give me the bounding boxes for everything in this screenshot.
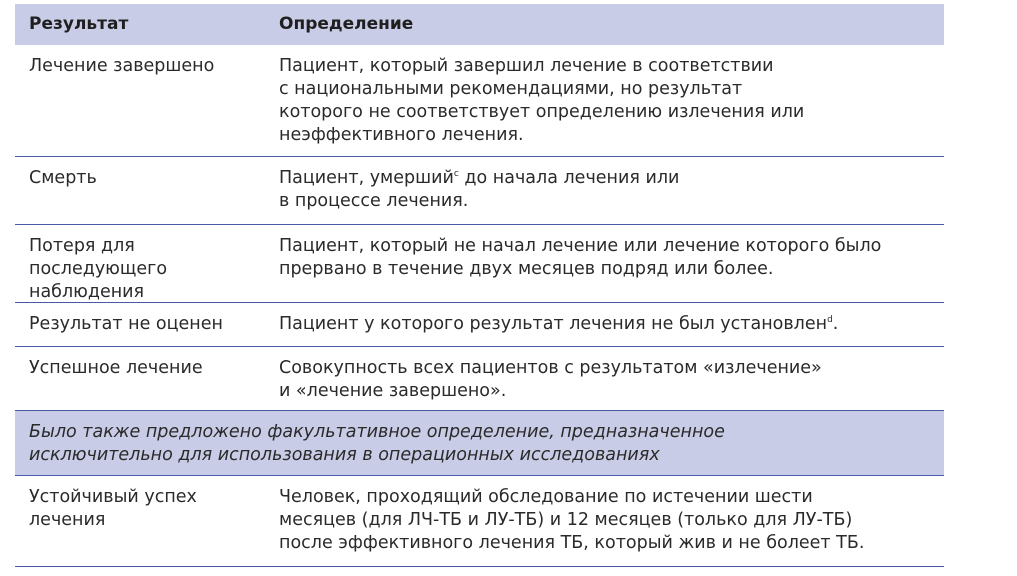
- result-cell: [15, 347, 279, 410]
- result-cell: [15, 45, 279, 156]
- result-text: лечения: [29, 510, 106, 530]
- result-cell: [15, 476, 279, 566]
- result-text: Потеря для: [29, 236, 135, 256]
- table-row: [15, 157, 944, 225]
- footnote-marker: c: [453, 169, 459, 180]
- definition-cell: [279, 45, 944, 156]
- result-cell: [15, 157, 279, 224]
- definition-cell: [279, 303, 944, 346]
- result-text: наблюдения: [29, 282, 145, 302]
- definition-fragment: до начала лечения или: [464, 168, 680, 188]
- definition-text: после эффективного лечения ТБ, который жив и не болеет ТБ.: [279, 533, 865, 553]
- definition-text: которого не соответствует определению излечения или: [279, 102, 805, 122]
- definition-cell: [279, 157, 944, 224]
- definition-text: Совокупность всех пациентов с результатом «излечение»: [279, 358, 822, 378]
- table-row: [15, 476, 944, 567]
- definition-text: [279, 167, 944, 190]
- footnote-marker: d: [827, 315, 833, 326]
- result-text: Успешное лечение: [29, 358, 203, 378]
- result-text: Лечение завершено: [29, 56, 215, 76]
- optional-definition-note: [15, 411, 944, 476]
- definition-text: неэффективного лечения.: [279, 125, 524, 145]
- table-row: [15, 225, 944, 303]
- definition-text: прервано в течение двух месяцев подряд или более.: [279, 259, 774, 279]
- definition-text: в процессе лечения.: [279, 191, 469, 211]
- result-cell: [15, 303, 279, 346]
- note-text: исключительно для использования в операционных исследованиях: [29, 445, 660, 465]
- definition-text: с национальными рекомендациями, но результат: [279, 79, 743, 99]
- table-row: [15, 347, 944, 411]
- definition-fragment: .: [832, 314, 839, 334]
- definition-text: [279, 313, 944, 336]
- outcome-definitions-table: [15, 4, 944, 567]
- definition-fragment: Пациент, умерший: [279, 168, 454, 188]
- definition-cell: [279, 347, 944, 410]
- result-text: Смерть: [29, 168, 97, 188]
- definition-fragment: Пациент у которого результат лечения не был установлен: [279, 314, 828, 334]
- header-definition: Определение: [279, 14, 414, 34]
- definition-text: и «лечение завершено».: [279, 381, 507, 401]
- result-text: Устойчивый успех: [29, 487, 197, 507]
- result-cell: [15, 225, 279, 302]
- table-row: [15, 303, 944, 347]
- definition-cell: [279, 225, 944, 302]
- definition-text: Пациент, который завершил лечение в соответствии: [279, 56, 774, 76]
- definition-text: Пациент, который не начал лечение или лечение которого было: [279, 236, 882, 256]
- table-row: [15, 45, 944, 157]
- definition-text: месяцев (для ЛЧ-ТБ и ЛУ-ТБ) и 12 месяцев (только для ЛУ-ТБ): [279, 510, 853, 530]
- result-text: Результат не оценен: [29, 314, 223, 334]
- definition-text: Человек, проходящий обследование по истечении шести: [279, 487, 813, 507]
- note-cell: [15, 411, 775, 475]
- table-header: [15, 4, 944, 45]
- definition-cell: [279, 476, 944, 566]
- result-text: последующего: [29, 259, 168, 279]
- header-result: Результат: [29, 14, 129, 34]
- note-text: Было также предложено факультативное определение, предназначенное: [29, 422, 725, 442]
